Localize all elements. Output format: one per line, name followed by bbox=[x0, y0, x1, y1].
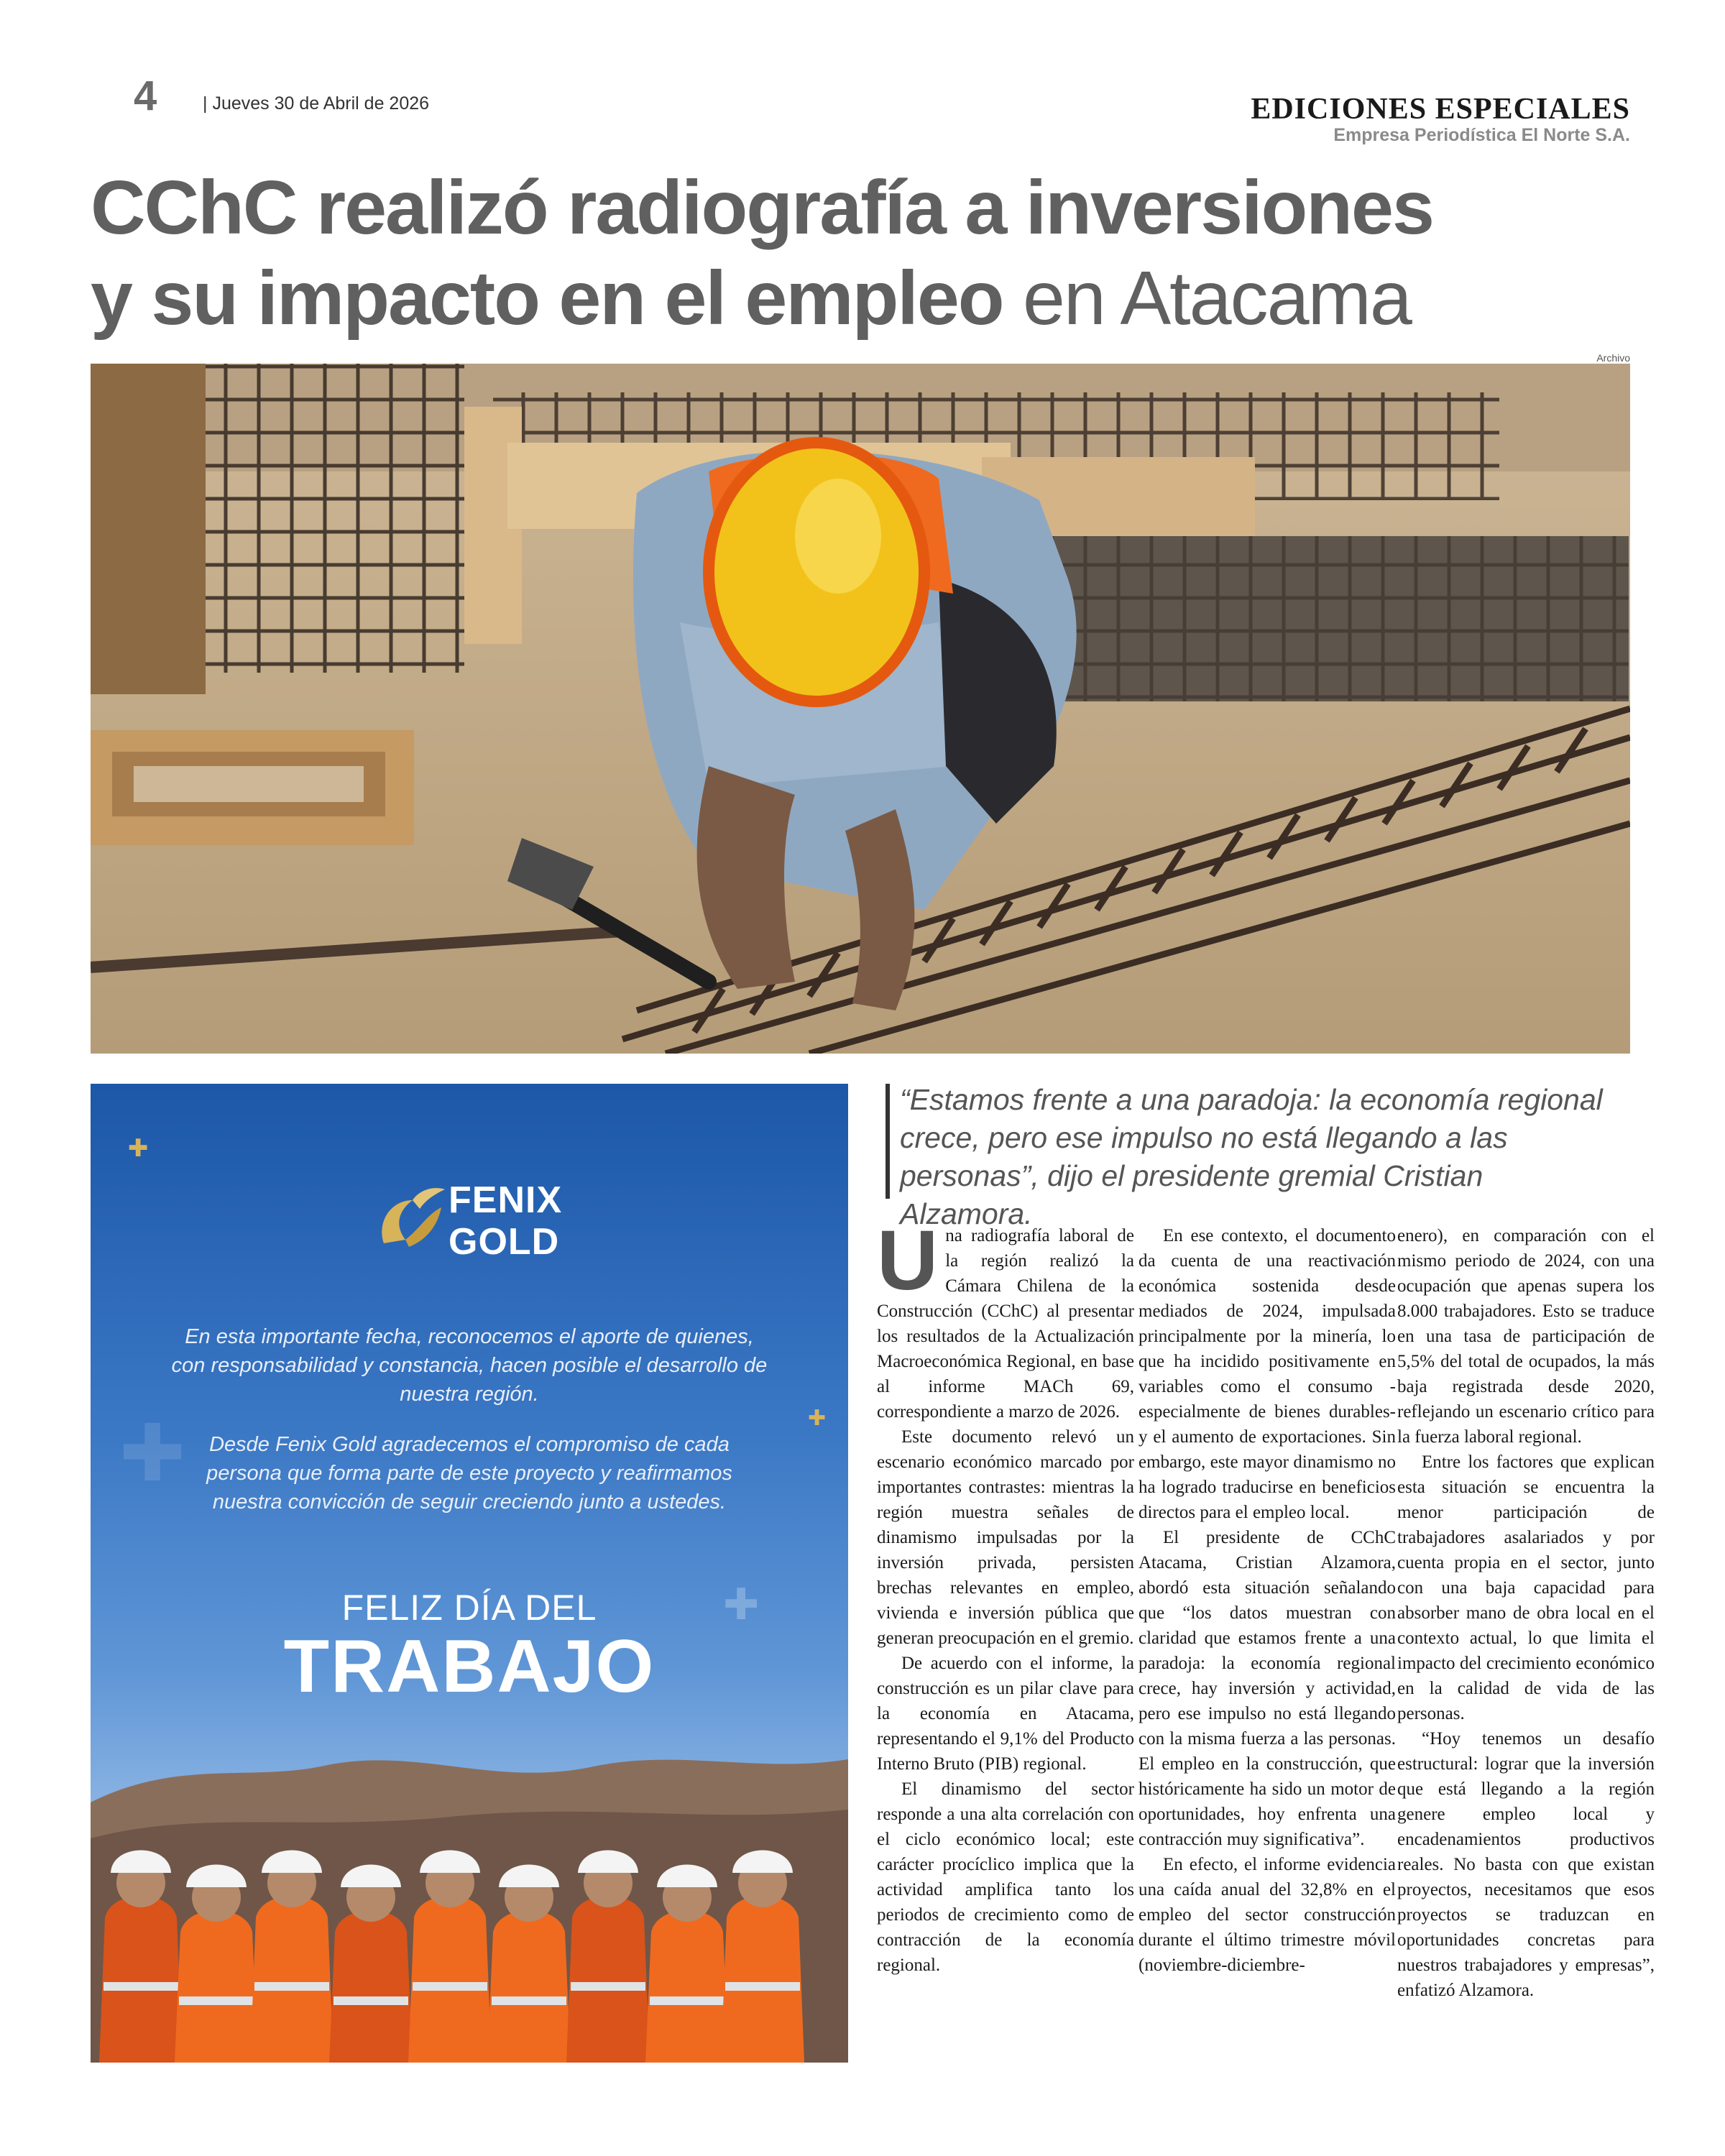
worker-figure bbox=[175, 1910, 258, 2063]
ad-paragraph-1: En esta importante fecha, reconocemos el aporte de quienes, con responsabilidad y constancia, hacen posible el desarrollo de nuestra región. bbox=[171, 1325, 768, 1406]
section-title: EDICIONES ESPECIALES bbox=[1251, 93, 1630, 126]
sparkle-icon: ✚ bbox=[808, 1406, 827, 1431]
reflective-stripe bbox=[413, 1982, 487, 1991]
article-column-1 bbox=[877, 1213, 1134, 1978]
brand-name-line-1: FENIX bbox=[448, 1179, 563, 1221]
sparkle-icon: ✚ bbox=[128, 1134, 149, 1163]
pull-quote-bar bbox=[886, 1084, 890, 1199]
article-paragraph: enero), en comparación con el mismo periodo de 2024, con una ocupación que apenas supera los 8.000 trabajadores. Esto se traduce en una tasa de participación de 5,5% del total de ocupados, la más baja registrada desde 2020, reflejando un escenario crítico para la fuerza laboral regional. bbox=[1397, 1226, 1655, 1447]
article-paragraph: En efecto, el informe evidencia una caída anual del 32,8% en el empleo del sector construcción durante el último trimestre móvil (noviembre-diciembre- bbox=[1138, 1855, 1396, 1975]
worker-figure bbox=[566, 1896, 650, 2063]
article-column-3 bbox=[1397, 1223, 1655, 2003]
article-paragraph: Este documento relevó un escenario económico marcado por importantes contrastes: mientras la región muestra señales de dinamismo impulsadas por la inversión privada, persisten brechas relevantes en empleo, vivienda e inversión pública que generan preocupación en el gremio. bbox=[877, 1427, 1134, 1648]
article-paragraph: En ese contexto, el documento da cuenta de una reactivación económica sostenida desde mediados de 2024, impulsada principalmente por la minería, lo que ha incidido positivamente en variables como el consumo -especialmente de bienes durables- y el aumento de exportaciones. Sin embargo, este mayor dinamismo no ha logrado traducirse en beneficios directos para el empleo local. bbox=[1138, 1226, 1396, 1522]
publisher-name: Empresa Periodística El Norte S.A. bbox=[1333, 125, 1630, 145]
photo-credit: Archivo bbox=[1596, 352, 1630, 364]
sparkle-icon: ✚ bbox=[723, 1580, 760, 1630]
article-paragraph: “Hoy tenemos un desafío estructural: lograr que la inversión que está llegando a la región genere empleo local y encadenamientos productivos reales. No basta con que existan proyectos, necesitamos que esos proyectos se traduzcan en oportunidades concretas para nuestros trabajadores y empresas”, enfatizó Alzamora. bbox=[1397, 1729, 1655, 2000]
page-number: 4 bbox=[134, 73, 157, 119]
reflective-stripe bbox=[334, 1996, 408, 2005]
ad-paragraph-2: Desde Fenix Gold agradecemos el compromiso de cada persona que forma parte de este proyecto y reafirmamos nuestra convicción de seguir creciendo junto a ustedes. bbox=[206, 1433, 732, 1514]
drop-cap: U bbox=[877, 1213, 939, 1308]
headline-light-part: en Atacama bbox=[1003, 256, 1411, 341]
ad-greeting-large: TRABAJO bbox=[283, 1625, 656, 1708]
reflective-stripe bbox=[725, 1982, 800, 1991]
reflective-stripe bbox=[571, 1982, 645, 1991]
ad-greeting-small: FELIZ DÍA DEL bbox=[341, 1588, 597, 1628]
reflective-stripe bbox=[650, 1996, 724, 2005]
headline-bold-part: y su impacto en el empleo bbox=[91, 256, 1003, 341]
reflective-stripe bbox=[254, 1982, 329, 1991]
worker-figure bbox=[487, 1910, 571, 2063]
issue-date: | Jueves 30 de Abril de 2026 bbox=[203, 93, 430, 114]
worker-figure bbox=[250, 1896, 334, 2063]
headline-line-2 bbox=[91, 256, 1411, 341]
fenix-gold-logo-icon bbox=[369, 1171, 456, 1258]
worker-figure bbox=[408, 1896, 492, 2063]
article-paragraph: El dinamismo del sector responde a una alta correlación con el ciclo económico local; este carácter procíclico implica que la actividad amplifica tanto los periodos de crecimiento como de contracción de la economía regional. bbox=[877, 1779, 1134, 1975]
article-paragraph: Una radiografía laboral de la región realizó la Cámara Chilena de la Construcción (CChC) al presentar los resultados de la Actualización Macroeconómica Regional, en base al informe MACh 69, correspondiente a marzo de 2026. bbox=[877, 1213, 1134, 1422]
reflective-stripe bbox=[179, 1996, 254, 2005]
article-paragraph: El presidente de CChC Atacama, Cristian Alzamora, abordó esta situación señalando que “los datos muestran con claridad que estamos frente a una paradoja: la economía regional crece, hay inversión y actividad, pero ese impulso no está llegando con la misma fuerza a las personas. El empleo en la construcción, que históricamente ha sido un motor de oportunidades, hoy enfrenta una contracción muy significativa”. bbox=[1138, 1528, 1396, 1849]
article-paragraph: Entre los factores que explican esta situación se encuentra la menor participación de trabajadores asalariados y por cuenta propia en el sector, junto con una baja capacidad para absorber mano de obra local en el contexto actual, lo que limita el impacto del crecimiento económico en la calidad de vida de las personas. bbox=[1397, 1452, 1655, 1723]
fenix-gold-advertisement bbox=[91, 1084, 848, 2063]
article-paragraph: De acuerdo con el informe, la construcción es un pilar clave para la economía en Atacama, representando el 9,1% del Producto Interno Bruto (PIB) regional. bbox=[877, 1654, 1134, 1774]
brand-name-line-2: GOLD bbox=[448, 1221, 560, 1263]
article-column-2 bbox=[1138, 1223, 1396, 1978]
sparkle-icon: ✚ bbox=[119, 1407, 186, 1499]
pull-quote: “Estamos frente a una paradoja: la economía regional crece, pero ese impulso no está llegando a las personas”, dijo el presidente gremial Cristian Alzamora. bbox=[900, 1083, 1603, 1230]
worker-figure bbox=[645, 1910, 729, 2063]
construction-worker-photo bbox=[91, 364, 1630, 1054]
headline-line-1: CChC realizó radiografía a inversiones bbox=[91, 165, 1433, 250]
worker-figure bbox=[721, 1896, 804, 2063]
worker-figure bbox=[329, 1910, 413, 2063]
reflective-stripe bbox=[492, 1996, 566, 2005]
mining-workers-group-photo bbox=[91, 1716, 848, 2063]
worker-figure bbox=[99, 1896, 183, 2063]
reflective-stripe bbox=[104, 1982, 178, 1991]
